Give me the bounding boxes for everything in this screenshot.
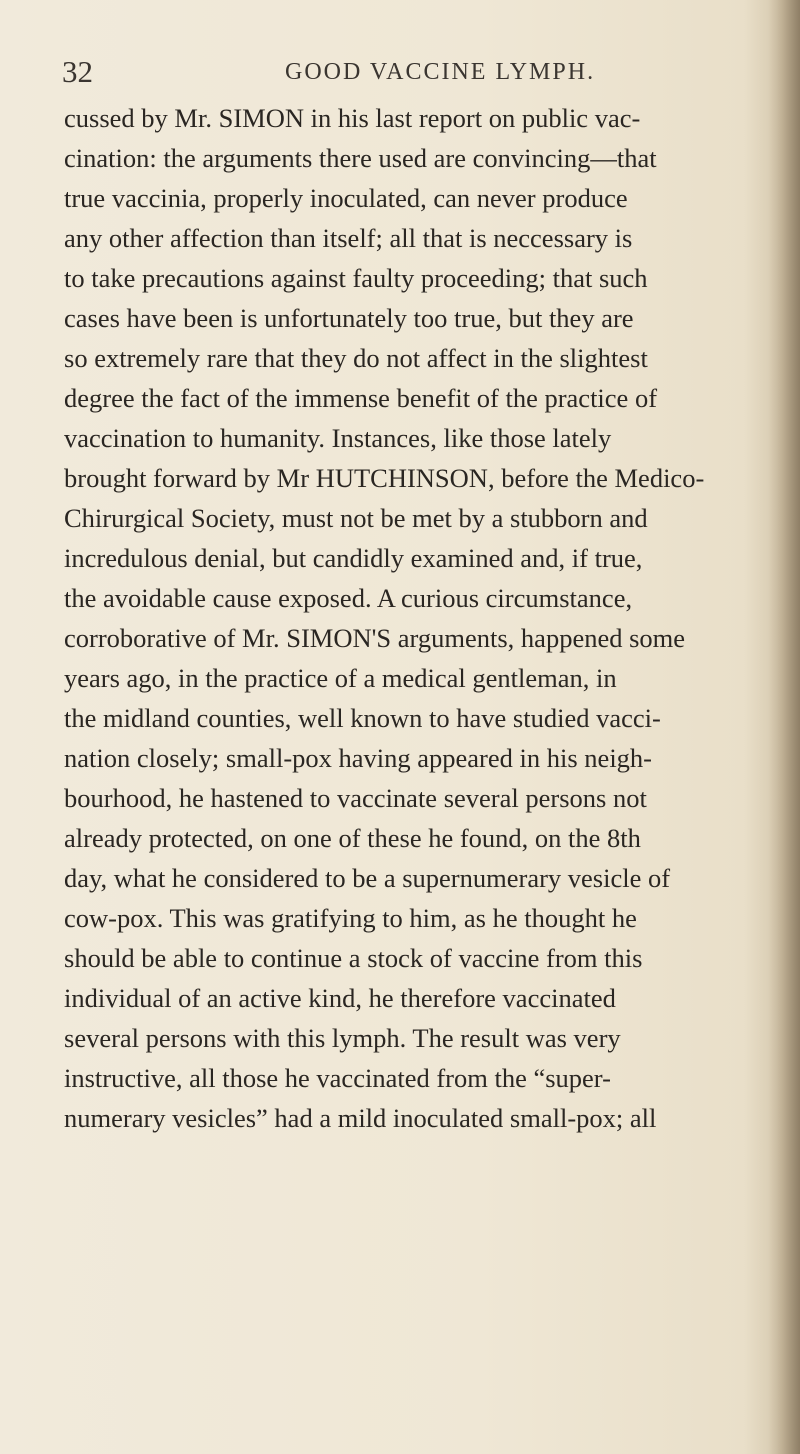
text-line: instructive, all those he vaccinated from the “super- [64, 1063, 611, 1093]
text-line: the avoidable cause exposed. A curious circumstance, [64, 583, 633, 613]
text-line: nation closely; small-pox having appeared in his neigh- [64, 743, 653, 773]
text-line: any other affection than itself; all that is neccessary is [64, 223, 633, 253]
text-line: vaccination to humanity. Instances, like those lately [64, 423, 612, 453]
text-line: cination: the arguments there used are convincing—that [64, 143, 657, 173]
text-line: brought forward by Mr HUTCHINSON, before the Medico- [64, 463, 705, 493]
text-line: numerary vesicles” had a mild inoculated small-pox; all [64, 1103, 657, 1133]
page-number: 32 [62, 54, 93, 89]
text-line: incredulous denial, but candidly examined and, if true, [64, 543, 643, 573]
text-line: the midland counties, well known to have studied vacci- [64, 703, 661, 733]
text-line: cussed by Mr. SIMON in his last report on public vac- [64, 103, 641, 133]
text-line: several persons with this lymph. The result was very [64, 1023, 621, 1053]
text-line: already protected, on one of these he found, on the 8th [64, 823, 641, 853]
running-title: GOOD VACCINE LYMPH. [285, 59, 596, 85]
text-line: cases have been is unfortunately too true, but they are [64, 303, 634, 333]
text-line: true vaccinia, properly inoculated, can never produce [64, 183, 628, 213]
text-line: day, what he considered to be a supernumerary vesicle of [64, 863, 671, 893]
text-line: individual of an active kind, he therefore vaccinated [64, 983, 616, 1013]
text-line: should be able to continue a stock of vaccine from this [64, 943, 643, 973]
text-line: years ago, in the practice of a medical gentleman, in [64, 663, 617, 693]
text-line: to take precautions against faulty proceeding; that such [64, 263, 648, 293]
text-line: so extremely rare that they do not affect in the slightest [64, 343, 648, 373]
text-line: cow-pox. This was gratifying to him, as he thought he [64, 903, 637, 933]
text-line: bourhood, he hastened to vaccinate several persons not [64, 783, 647, 813]
text-line: Chirurgical Society, must not be met by a stubborn and [64, 503, 648, 533]
text-line: degree the fact of the immense benefit of the practice of [64, 383, 658, 413]
text-line: corroborative of Mr. SIMON'S arguments, happened some [64, 623, 686, 653]
body-text [64, 98, 776, 1138]
page-header [62, 52, 762, 92]
